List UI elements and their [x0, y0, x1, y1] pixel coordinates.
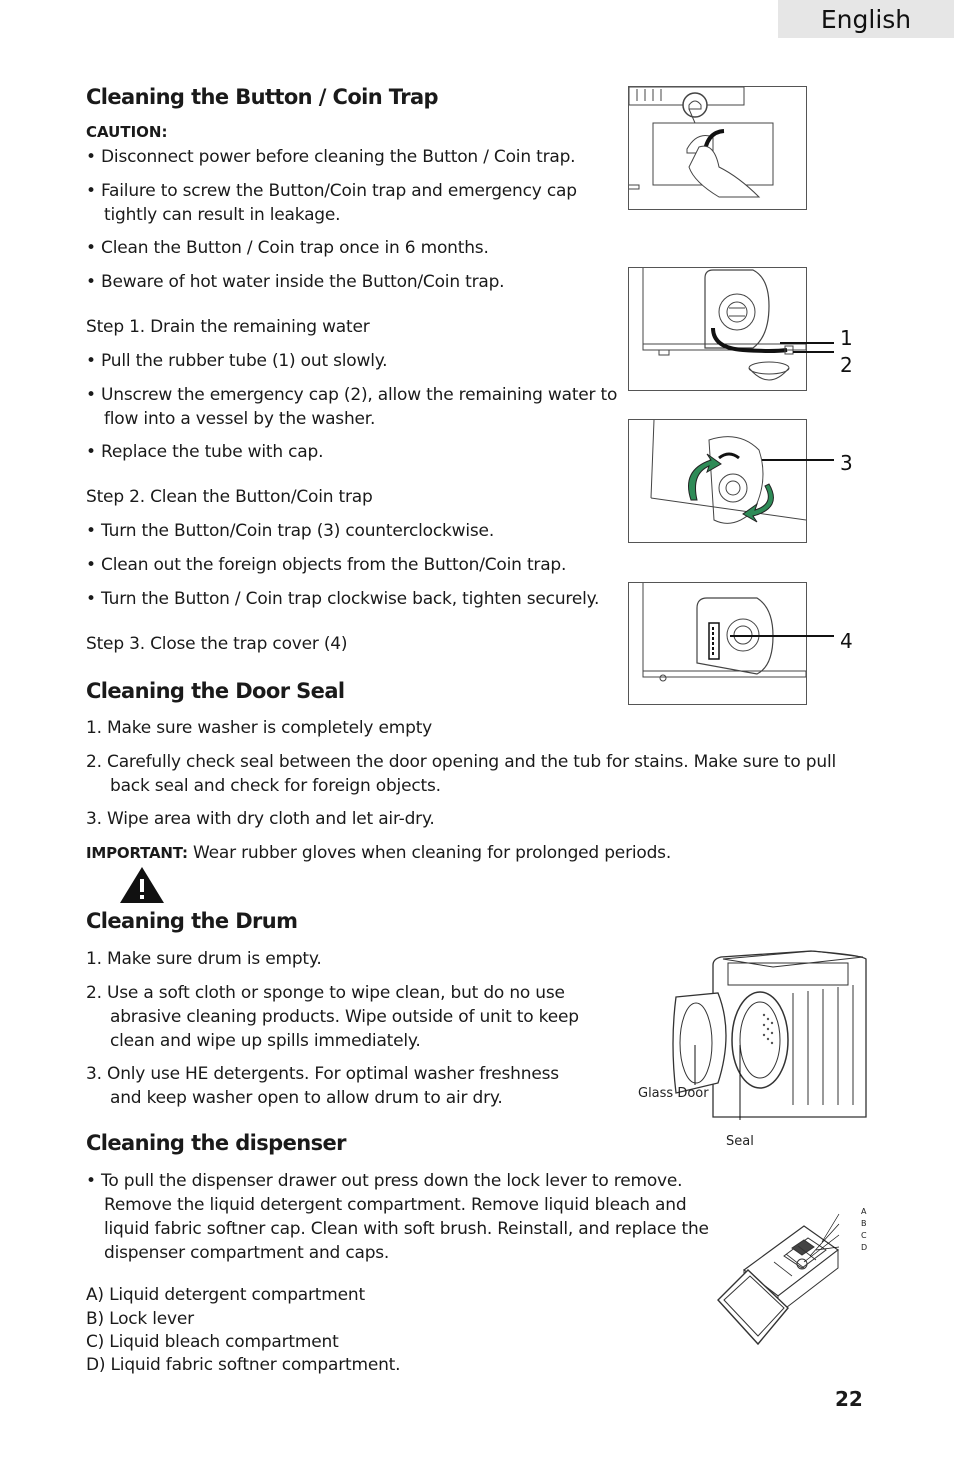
step2-item: • Turn the Button/Coin trap (3) counterclockwise.	[86, 521, 495, 541]
callout-2: 2	[840, 353, 853, 377]
callout-4: 4	[840, 629, 853, 653]
step1-item: • Unscrew the emergency cap (2), allow the remaining water to flow into a vessel by the washer.	[86, 385, 618, 429]
close-cover-figure	[628, 582, 807, 705]
page-number: 22	[835, 1387, 863, 1411]
callout-line-3	[762, 459, 834, 461]
legend-item: B) Lock lever	[86, 1309, 194, 1329]
callout-3: 3	[840, 451, 853, 475]
drum-item: 1. Make sure drum is empty.	[86, 949, 322, 969]
coin-trap-title: Cleaning the Button / Coin Trap	[86, 85, 438, 109]
important-label: IMPORTANT:	[86, 844, 188, 862]
figure-letter-b: B	[861, 1219, 867, 1228]
step3-title: Step 3. Close the trap cover (4)	[86, 634, 348, 654]
step2-title: Step 2. Clean the Button/Coin trap	[86, 487, 373, 507]
figure-letter-a: A	[861, 1207, 867, 1216]
step1-item: • Replace the tube with cap.	[86, 442, 324, 462]
dispenser-title: Cleaning the dispenser	[86, 1131, 346, 1155]
caution-item: • Disconnect power before cleaning the Button / Coin trap.	[86, 147, 576, 167]
language-tab: English	[778, 0, 954, 38]
drum-item: 3. Only use HE detergents. For optimal washer freshness and keep washer open to allow drum to air dry.	[86, 1064, 559, 1108]
warning-icon	[119, 866, 165, 904]
door-seal-title: Cleaning the Door Seal	[86, 679, 345, 703]
step2-item: • Turn the Button / Coin trap clockwise back, tighten securely.	[86, 589, 600, 609]
important-note	[86, 841, 671, 865]
step1-title: Step 1. Drain the remaining water	[86, 317, 370, 337]
legend-item: A) Liquid detergent compartment	[86, 1285, 365, 1305]
glass-door-label: Glass Door	[638, 1086, 709, 1101]
dispenser-drawer-figure	[714, 1200, 867, 1352]
caution-label: CAUTION:	[86, 123, 168, 141]
door-seal-item: 2. Carefully check seal between the door opening and the tub for stains. Make sure to pull back seal and check for foreign objects.	[86, 752, 836, 796]
step2-item: • Clean out the foreign objects from the Button/Coin trap.	[86, 555, 567, 575]
turn-trap-figure	[628, 419, 807, 543]
dispenser-instructions: • To pull the dispenser drawer out press down the lock lever to remove. Remove the liquid detergent compartment. Remove liquid bleach and liquid fabric softner cap. Clean with soft brush. Reinstall, and replace the dispenser compartment and caps.	[86, 1171, 709, 1263]
callout-line-1	[780, 342, 834, 344]
caution-item: • Beware of hot water inside the Button/Coin trap.	[86, 272, 505, 292]
caution-item: • Failure to screw the Button/Coin trap and emergency cap tightly can result in leakage.	[86, 181, 577, 225]
drum-item: 2. Use a soft cloth or sponge to wipe clean, but do no use abrasive cleaning products. Wipe outside of unit to keep clean and wipe up spills immediately.	[86, 983, 579, 1051]
legend-item: D) Liquid fabric softner compartment.	[86, 1355, 401, 1375]
callout-line-4	[730, 635, 834, 637]
drain-tube-figure	[628, 267, 807, 391]
figure-letter-c: C	[861, 1231, 867, 1240]
callout-1: 1	[840, 326, 853, 350]
seal-label: Seal	[726, 1134, 754, 1149]
coin-trap-cover-figure	[628, 86, 807, 210]
door-seal-item: 3. Wipe area with dry cloth and let air-dry.	[86, 809, 435, 829]
door-seal-item: 1. Make sure washer is completely empty	[86, 718, 433, 738]
figure-letter-d: D	[861, 1243, 868, 1252]
callout-line-2	[793, 351, 834, 353]
step1-item: • Pull the rubber tube (1) out slowly.	[86, 351, 388, 371]
caution-item: • Clean the Button / Coin trap once in 6 months.	[86, 238, 489, 258]
drum-title: Cleaning the Drum	[86, 909, 298, 933]
important-text: Wear rubber gloves when cleaning for prolonged periods.	[187, 843, 672, 863]
legend-item: C) Liquid bleach compartment	[86, 1332, 339, 1352]
